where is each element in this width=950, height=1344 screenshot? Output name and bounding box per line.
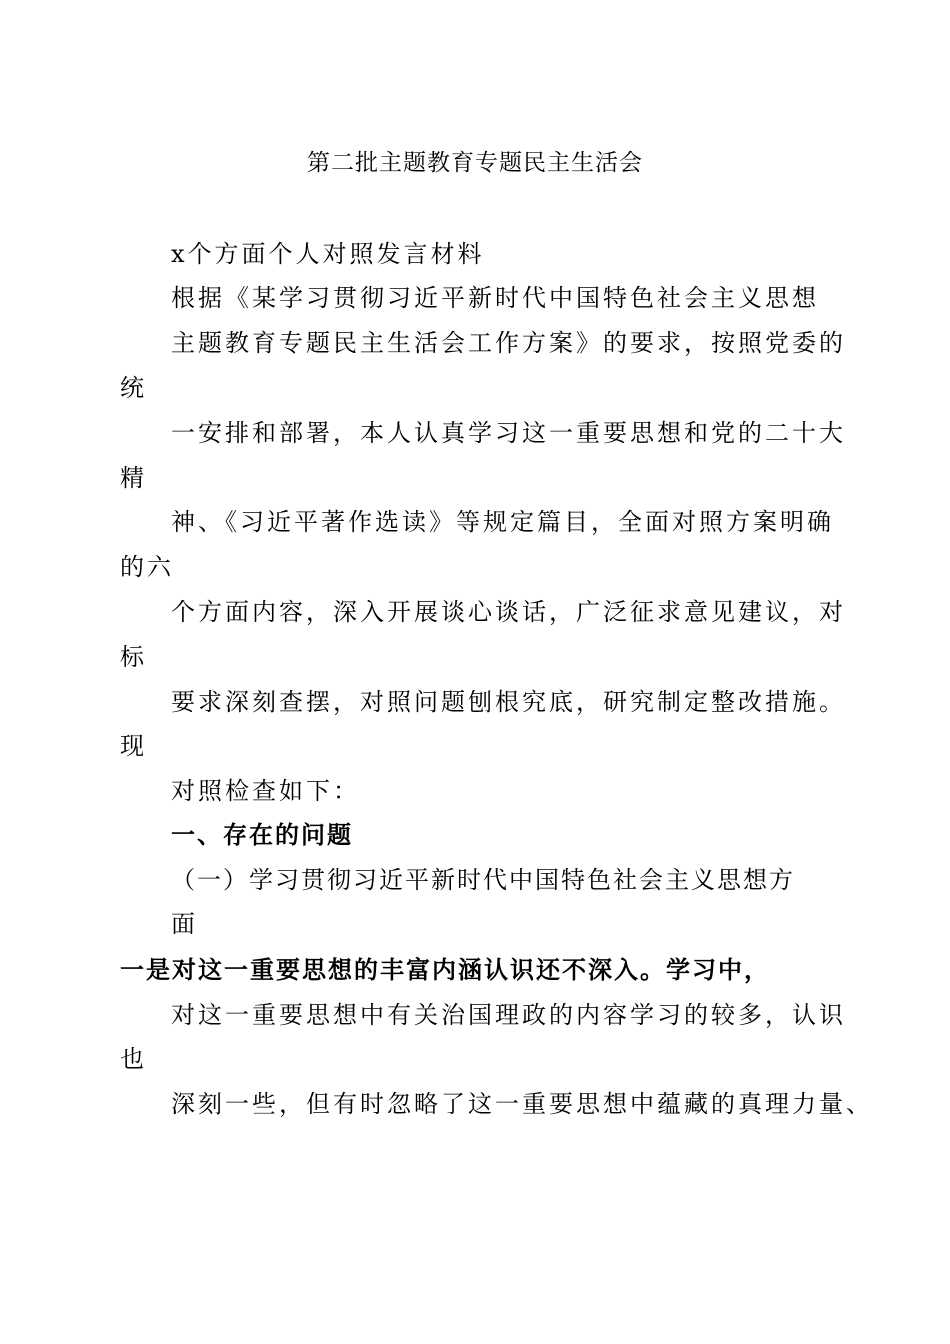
section-heading: 一、存在的问题 bbox=[171, 821, 353, 849]
text-line: 要求深刻查摆，对照问题刨根究底，研究制定整改措施。 bbox=[171, 688, 846, 716]
text-line: 主题教育专题民主生活会工作方案》的要求，按照党委的 bbox=[171, 329, 846, 357]
text-line-wrap: 也 bbox=[120, 1045, 147, 1073]
text-line-wrap: 统 bbox=[120, 374, 147, 402]
text-line: 深刻一些，但有时忽略了这一重要思想中蕴藏的真理力量、 bbox=[171, 1090, 873, 1118]
text-line: 根据《某学习贯彻习近平新时代中国特色社会主义思想 bbox=[171, 284, 819, 312]
subsection-heading: （一）学习贯彻习近平新时代中国特色社会主义思想方 bbox=[171, 866, 795, 894]
text-line-wrap: 标 bbox=[120, 643, 147, 671]
subsection-heading-wrap: 面 bbox=[171, 910, 197, 938]
point-heading: 一是对这一重要思想的丰富内涵认识还不深入。学习中， bbox=[120, 956, 770, 984]
document-title: 第二批主题教育专题民主生活会 bbox=[307, 150, 643, 176]
text-line-wrap: 现 bbox=[120, 732, 147, 760]
text-line: 对照检查如下： bbox=[171, 777, 360, 805]
text-line: 一安排和部署，本人认真学习这一重要思想和党的二十大 bbox=[171, 419, 846, 447]
text-line: 神、《习近平著作选读》等规定篇目，全面对照方案明确 bbox=[171, 508, 834, 536]
text-line-wrap: 的六 bbox=[120, 553, 174, 581]
text-line: 对这一重要思想中有关治国理政的内容学习的较多，认识 bbox=[171, 1001, 846, 1029]
text-line-wrap: 精 bbox=[120, 464, 147, 492]
text-line: 个方面内容，深入开展谈心谈话，广泛征求意见建议，对 bbox=[171, 598, 846, 626]
text-line-subtitle: x个方面个人对照发言材料 bbox=[171, 240, 485, 268]
